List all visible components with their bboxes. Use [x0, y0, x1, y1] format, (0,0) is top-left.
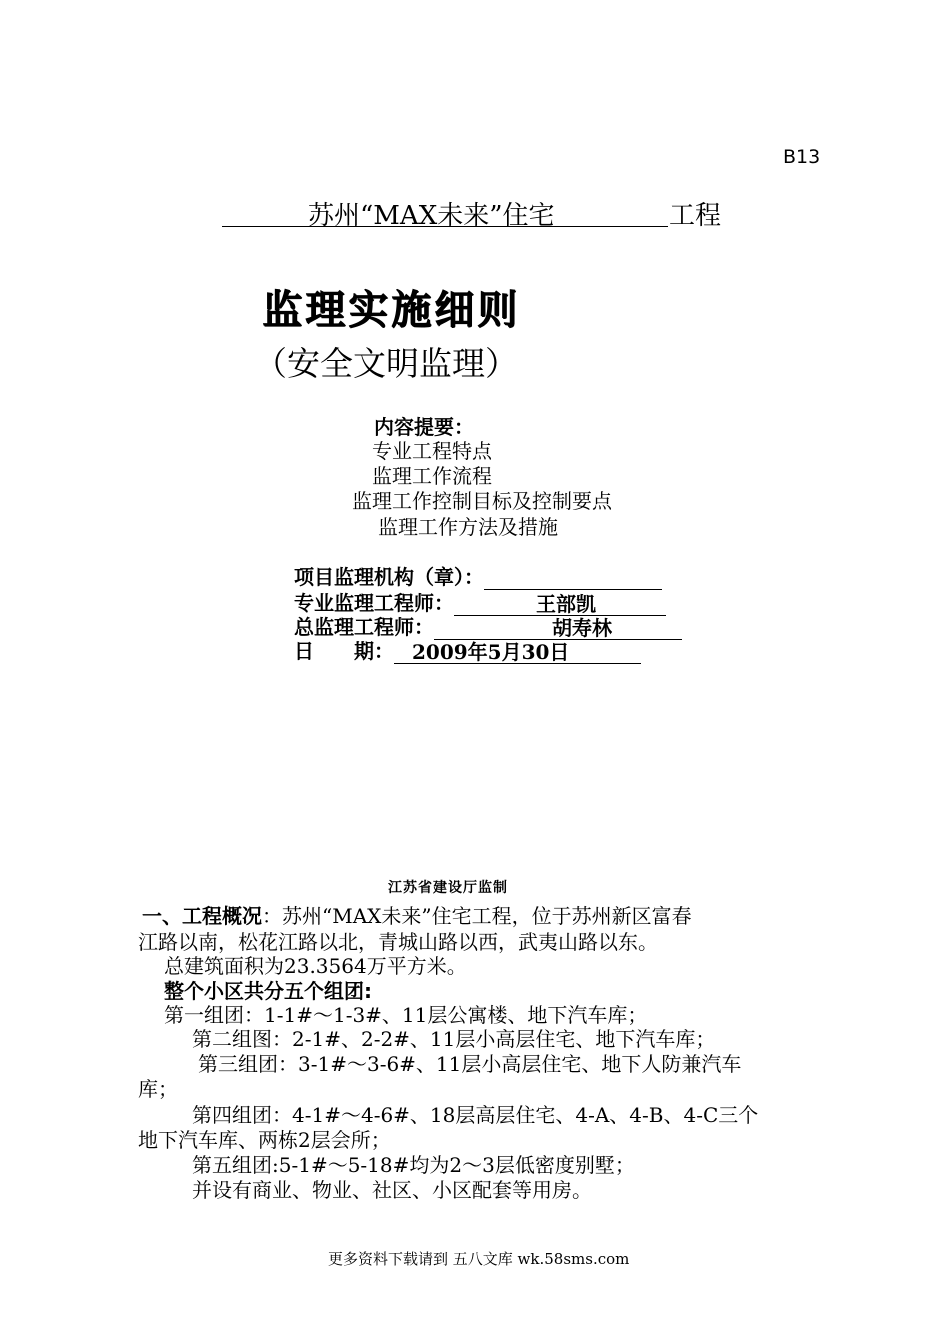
chief-engineer-label: 总监理工程师：: [294, 615, 434, 639]
date-label: 日 期：: [294, 639, 394, 663]
total-area: 总建筑面积为23.3564万平方米。: [164, 954, 467, 978]
overview-line-2: 江路以南，松花江路以北，青城山路以西，武夷山路以东。: [138, 930, 658, 954]
group-3: 第三组团：3-1#～3-6#、11层小高层住宅、地下人防兼汽车: [198, 1052, 742, 1076]
supporting-facilities: 并设有商业、物业、社区、小区配套等用房。: [192, 1178, 592, 1202]
summary-item: 监理工作控制目标及控制要点: [352, 489, 612, 513]
overview-heading: 一、工程概况: [142, 904, 262, 928]
project-name: 苏州“MAX未来”住宅: [308, 201, 555, 231]
summary-heading: 内容提要：: [374, 415, 474, 439]
issuing-authority: 江苏省建设厅监制: [388, 880, 508, 896]
overview-line-1: [142, 900, 692, 929]
footer-link-text: 更多资料下载请到 五八文库 wk.58sms.com: [328, 1250, 630, 1268]
group-4-cont: 地下汽车库、两栋2层会所；: [138, 1128, 391, 1152]
supervision-org-row: [294, 561, 662, 590]
date-row: [294, 635, 641, 664]
summary-item: 专业工程特点: [372, 439, 492, 463]
date-value: 2009年5月30日: [394, 641, 641, 664]
document-subtitle: （安全文明监理）: [254, 344, 518, 383]
group-2: 第二组图：2-1#、2-2#、11层小高层住宅、地下汽车库；: [192, 1027, 716, 1051]
group-4: 第四组团：4-1#～4-6#、18层高层住宅、4-A、4-B、4-C三个: [192, 1103, 759, 1127]
supervision-org-label: 项目监理机构（章）：: [294, 565, 484, 589]
group-5: 第五组团:5-1#～5-18#均为2～3层低密度别墅；: [192, 1153, 635, 1177]
overview-text: ：苏州“MAX未来”住宅工程，位于苏州新区富春: [262, 904, 692, 928]
chief-engineer-name: 胡寿林: [434, 617, 682, 640]
engineer-name: 王部凯: [454, 593, 666, 616]
document-title: 监理实施细则: [262, 287, 520, 333]
engineer-label: 专业监理工程师：: [294, 591, 454, 615]
groups-heading: 整个小区共分五个组团:: [164, 979, 372, 1003]
project-suffix: 工程: [669, 201, 722, 231]
summary-item: 监理工作流程: [372, 464, 492, 488]
group-1: 第一组团：1-1#～1-3#、11层公寓楼、地下汽车库；: [164, 1003, 648, 1027]
summary-item: 监理工作方法及措施: [378, 515, 558, 539]
group-3-cont: 库；: [138, 1077, 178, 1101]
form-code: B13: [783, 146, 821, 168]
